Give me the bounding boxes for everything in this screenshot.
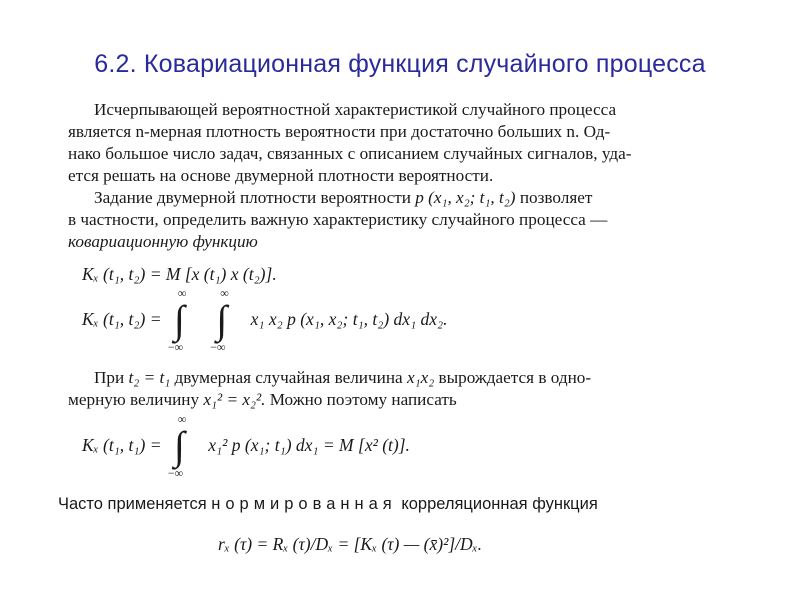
formula-variance-integral: Kₓ (t₁, t₁) = ∞ ∫ −∞ x₁² p (x₁; t₁) dx₁ = M [x² (t)]. <box>82 412 410 480</box>
integral-sign: ∞ ∫ −∞ <box>167 412 187 480</box>
formula-covariance-expectation: Kₓ (t₁, t₂) = M [x (t₁) x (t₂)]. <box>82 264 277 284</box>
text-line: При t₂ = t₁ двумерная случайная величина x₁x₂ вырождается в одно- <box>94 368 592 387</box>
integral-sign: ∞ ∫ −∞ <box>167 286 187 354</box>
formula-covariance-integral: Kₓ (t₁, t₂) = ∞ ∫ −∞ ∞ ∫ −∞ x₁ x₂ p (x₁, x₂; t₁, t₂) dx₁ dx₂. <box>82 286 448 354</box>
text-line: ковариационную функцию <box>68 232 258 251</box>
slide-title: 6.2. Ковариационная функция случайного процесса <box>94 50 706 78</box>
formula-normalized-correlation: rₓ (τ) = Rₓ (τ)/Dₓ = [Kₓ (τ) — (x̄)²]/Dₓ. <box>218 534 483 554</box>
text-line: является n-мерная плотность вероятности при достаточно больших n. Од- <box>68 122 611 141</box>
text-line: Задание двумерной плотности вероятности p (x₁, x₂; t₁, t₂) позволяет <box>94 188 593 207</box>
text-line: Часто применяется нормированная корреляционная функция <box>58 495 598 513</box>
integral-sign: ∞ ∫ −∞ <box>210 286 229 354</box>
text-line: нако большое число задач, связанных с описанием случайных сигналов, уда- <box>68 144 632 163</box>
text-line: ется решать на основе двумерной плотности вероятности. <box>68 166 494 185</box>
text-line: мерную величину x₁² = x₂². Можно поэтому написать <box>68 390 457 409</box>
scanned-page <box>58 96 758 586</box>
text-line: Исчерпывающей вероятностной характеристикой случайного процесса <box>94 100 617 119</box>
text-line: в частности, определить важную характеристику случайного процесса — <box>68 210 608 229</box>
